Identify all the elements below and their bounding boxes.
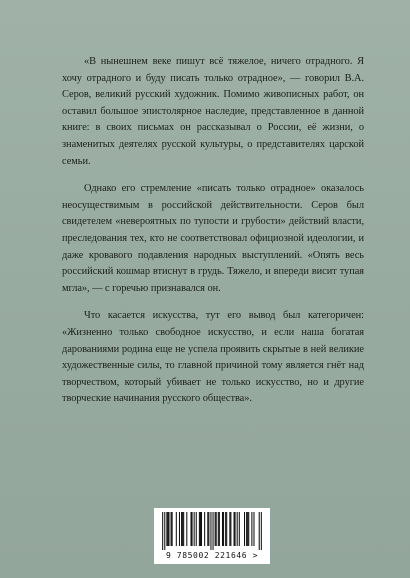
barcode-bar	[226, 512, 227, 546]
barcode-bars-icon	[159, 512, 265, 550]
barcode-bar	[199, 512, 200, 546]
barcode-bar	[201, 512, 202, 546]
barcode-bar	[222, 512, 223, 546]
barcode-bar	[234, 512, 235, 546]
paragraph-2: Однако его стремление «писать только отрадное» оказалось неосуществимым в российской действительности. Серов был свидетелем «невероятных по тупости и грубости» действий власти, преследования тех, кто не соответствовал официозной идеологии, и даже кровавого подавления народных выступлений. «Опять весь российский кошмар втиснут в грудь. Тяжело, и впереди висит тупая мгла», — с горечью признавался он.	[62, 183, 364, 294]
barcode-bar	[237, 512, 238, 546]
barcode-bar	[229, 512, 230, 546]
barcode-bar	[164, 512, 165, 550]
barcode-bar	[244, 512, 245, 546]
barcode-bar	[204, 512, 205, 546]
barcode-bar	[235, 512, 236, 546]
barcode-bar	[216, 512, 217, 546]
barcode-bar	[183, 512, 184, 546]
barcode-bar	[223, 512, 224, 546]
barcode-bar	[166, 512, 167, 546]
barcode-bar	[230, 512, 231, 546]
barcode-bar	[246, 512, 247, 546]
barcode-bar	[251, 512, 252, 546]
barcode-bar	[168, 512, 169, 546]
barcode-bar	[239, 512, 240, 546]
barcode-bar	[196, 512, 197, 546]
paragraph-3: Что касается искусства, тут его вывод был категоричен: «Жизненно только свободное искусство, и если наша богатая дарованиями родина еще не успела проявить скрытые в ней великие художественные силы, то главной причиной тому является гнёт над творчеством, который убивает не только искусство, но и другие творческие начинания русского общества».	[62, 310, 364, 405]
barcode-bar	[171, 512, 172, 546]
barcode-bar	[186, 512, 187, 546]
barcode-bar	[194, 512, 195, 546]
barcode-bar	[261, 512, 262, 550]
barcode-bar	[225, 512, 226, 546]
barcode-bar	[215, 512, 216, 546]
barcode-bar	[181, 512, 182, 546]
barcode-bar	[248, 512, 249, 546]
barcode-bar	[259, 512, 260, 550]
barcode-bar	[162, 512, 163, 550]
barcode-bar	[210, 512, 211, 550]
barcode-bar	[253, 512, 254, 546]
barcode-bar	[208, 512, 209, 546]
barcode-digits: 9 785002 221646 >	[165, 551, 259, 560]
barcode-bar	[172, 512, 173, 546]
barcode-bar	[247, 512, 248, 546]
barcode-bar	[218, 512, 219, 546]
paragraph-1: «В нынешнем веке пишут всё тяжелое, ничего отрадного. Я хочу отрадного и буду писать только отрадное», — говорил В.А. Серов, великий русский художник. Помимо живописных работ, он оставил большое эпистолярное наследие, представленное в данной книге: в своих письмах он рассказывал о России, её жизни, о знаменитых деятелях русской культуры, о представителях царской семьи.	[62, 56, 364, 167]
isbn-barcode	[154, 508, 270, 564]
barcode-bar	[176, 512, 177, 546]
barcode-bar	[192, 512, 193, 546]
barcode-bar	[200, 512, 201, 546]
annotation-text	[62, 54, 364, 419]
barcode-bar	[207, 512, 208, 546]
barcode-bar	[167, 512, 168, 546]
barcode-bar	[219, 512, 220, 546]
barcode-bar	[182, 512, 183, 546]
barcode-bar	[190, 512, 191, 546]
barcode-bar	[179, 512, 180, 546]
barcode-bar	[213, 512, 214, 550]
